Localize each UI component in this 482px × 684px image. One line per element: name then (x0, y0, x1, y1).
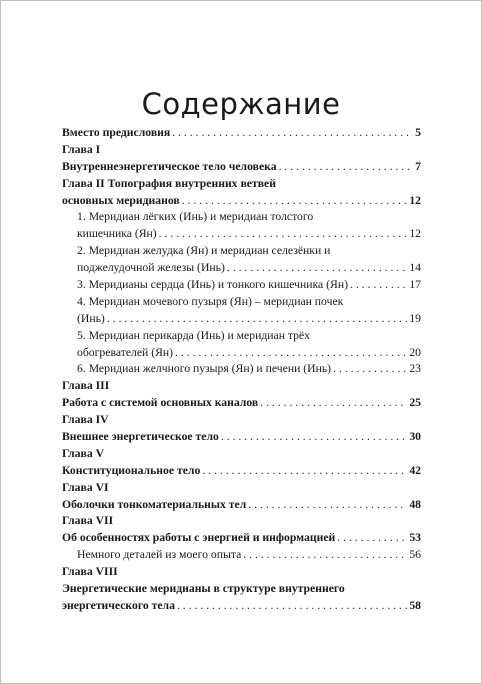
toc-entry-title: Об особенностях работы с энергией и информацией (62, 531, 336, 545)
toc-entry-title: 4. Меридиан мочевого пузыря (Ян) – меридиан почек (77, 294, 344, 308)
toc-leader-dots (260, 395, 407, 412)
toc-entry (62, 429, 421, 446)
toc-page-number: 12 (409, 193, 421, 207)
toc-entry (62, 564, 421, 581)
toc-entry (62, 497, 421, 514)
toc-leader-dots (337, 530, 407, 547)
toc-page-number: 30 (409, 430, 421, 444)
toc-entry (62, 209, 421, 226)
toc-entry-title: обогревателей (Ян) (77, 345, 174, 359)
toc-leader-dots (159, 226, 408, 243)
toc-entry-title: 1. Меридиан лёгких (Инь) и меридиан толстого (77, 210, 314, 224)
toc-entry (62, 260, 421, 277)
toc-entry (62, 311, 421, 328)
toc-entry (62, 598, 421, 615)
toc-entry (62, 125, 421, 142)
toc-entry (62, 361, 421, 378)
toc-page-number: 7 (415, 159, 421, 173)
toc-entry-title: поджелудочной железы (Инь) (77, 261, 225, 275)
toc-entry-title: Работа с системой основных каналов (62, 396, 259, 410)
toc-entry (62, 513, 421, 530)
toc-entry-title: Глава VII (62, 514, 114, 528)
toc-entry-title: Внутреннеэнергетическое тело человека (62, 159, 277, 173)
toc-page-number: 14 (409, 261, 421, 275)
toc-leader-dots (279, 159, 414, 176)
toc-entry-title: Внешнее энергетическое тело (62, 430, 219, 444)
toc-entry-title: Вместо предисловия (62, 126, 171, 139)
toc-entry-title: Оболочки тонкоматериальных тел (62, 497, 247, 511)
toc-entry (62, 530, 421, 547)
toc-page-number: 48 (409, 497, 421, 511)
toc-entry-title: основных меридианов (62, 193, 180, 207)
toc-entry (62, 226, 421, 243)
toc-leader-dots (227, 260, 407, 277)
toc-entry-title: Конституциональное тело (62, 463, 201, 477)
toc-leader-dots (202, 463, 407, 480)
toc-entry (62, 159, 421, 176)
toc-page-number: 19 (409, 311, 421, 325)
toc-page-number: 25 (409, 396, 421, 410)
toc-entry-title: Глава VIII (62, 565, 118, 579)
page-title: Содержание (141, 87, 341, 121)
toc-entry (62, 463, 421, 480)
toc-entry-title: Глава II Топография внутренних ветвей (62, 176, 276, 190)
toc-entry-title: 5. Меридиан перикарда (Инь) и меридиан трёх (77, 328, 311, 342)
toc-entry (62, 328, 421, 345)
toc-entry-title: Глава IV (62, 413, 109, 427)
toc-entry-title: 2. Меридиан желудка (Ян) и меридиан селезёнки и (77, 244, 331, 258)
toc-entry-title: Энергетические меридианы в структуре внутреннего (62, 582, 345, 596)
toc-entry (62, 277, 421, 294)
toc-page-number: 53 (409, 531, 421, 545)
toc-page-number: 5 (415, 126, 421, 139)
toc-page-number: 20 (409, 345, 421, 359)
toc-leader-dots (333, 361, 407, 378)
table-of-contents (62, 125, 421, 615)
toc-entry (62, 446, 421, 463)
toc-entry-title: 3. Меридианы сердца (Инь) и тонкого кишечника (Ян) (77, 278, 348, 292)
toc-entry (62, 243, 421, 260)
toc-entry-title: Глава VI (62, 480, 109, 494)
toc-page-number: 17 (409, 278, 421, 292)
toc-leader-dots (177, 598, 407, 615)
toc-leader-dots (172, 125, 413, 142)
toc-leader-dots (350, 277, 407, 294)
toc-entry (62, 176, 421, 193)
toc-entry-title: Немного деталей из моего опыта (77, 548, 242, 562)
toc-page-number: 58 (409, 598, 421, 612)
toc-leader-dots (221, 429, 407, 446)
toc-page-number: 42 (409, 463, 421, 477)
toc-page-number: 12 (409, 227, 421, 241)
toc-entry-title: Глава V (62, 446, 105, 460)
toc-entry-title: 6. Меридиан желчного пузыря (Ян) и печени (Инь) (77, 362, 332, 376)
toc-entry (62, 142, 421, 159)
toc-entry (62, 412, 421, 429)
toc-page-number: 56 (409, 548, 421, 562)
toc-entry (62, 395, 421, 412)
toc-entry (62, 547, 421, 564)
toc-leader-dots (175, 345, 407, 362)
toc-page-number: 23 (409, 362, 421, 376)
toc-entry (62, 345, 421, 362)
toc-leader-dots (243, 547, 407, 564)
toc-leader-dots (107, 311, 408, 328)
toc-entry-title: энергетического тела (62, 598, 175, 612)
toc-entry (62, 378, 421, 395)
toc-entry (62, 294, 421, 311)
toc-entry-title: Глава I (62, 142, 101, 156)
toc-entry (62, 480, 421, 497)
toc-leader-dots (182, 193, 408, 210)
toc-leader-dots (248, 497, 407, 514)
toc-entry-title: кишечника (Ян) (77, 227, 157, 241)
toc-entry (62, 581, 421, 598)
toc-entry-title: Глава III (62, 379, 110, 393)
toc-entry (62, 193, 421, 210)
toc-entry-title: (Инь) (77, 311, 105, 325)
